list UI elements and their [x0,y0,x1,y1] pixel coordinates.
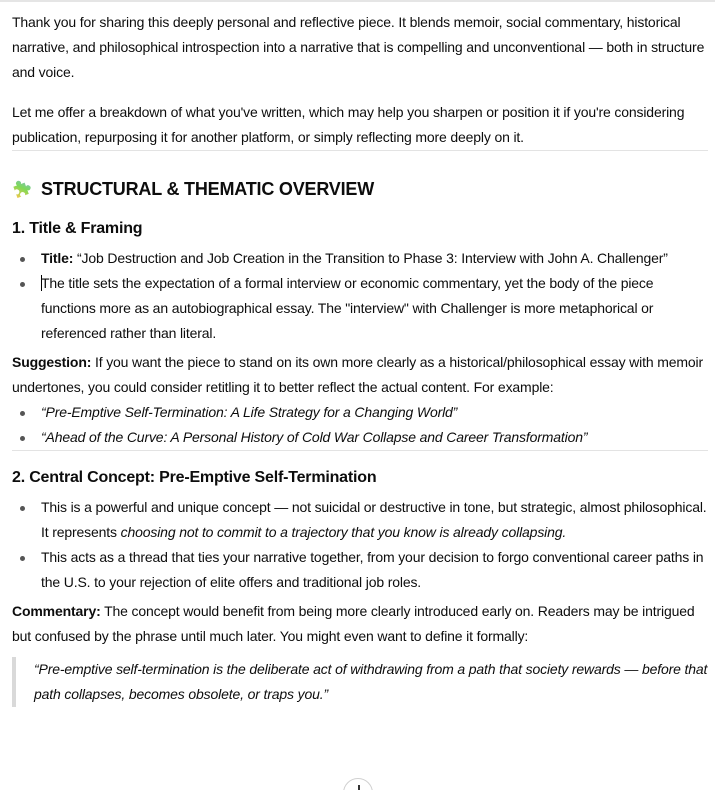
example-title: “Ahead of the Curve: A Personal History of Cold War Collapse and Career Transformation” [41,429,588,445]
commentary-label: Commentary: [12,603,101,619]
top-border [0,0,715,2]
puzzle-piece-icon [12,180,32,198]
list-item [12,545,708,595]
list-item [12,495,708,545]
list-item [12,425,708,450]
section-1-list [12,246,708,346]
arrow-down-icon [358,785,360,790]
commentary-text: The concept would benefit from being more clearly introduced early on. Readers may be intrigued but confused by the phrase until much later. You might even want to define it formally: [12,603,695,644]
divider [12,150,708,151]
concept-emphasis: choosing not to commit to a trajectory that you know is already collapsing. [120,524,567,540]
commentary-paragraph [12,599,708,649]
scroll-to-bottom-button[interactable] [343,778,373,790]
title-value: “Job Destruction and Job Creation in the Transition to Phase 3: Interview with John A. Challenger” [73,250,668,266]
intro-paragraph-1: Thank you for sharing this deeply personal and reflective piece. It blends memoir, social commentary, historical narrative, and philosophical introspection into a narrative that is compelling and unconventional — both in structure and voice. [12,14,705,80]
divider [12,450,708,451]
overview-heading [12,176,708,202]
definition-blockquote: “Pre-emptive self-termination is the deliberate act of withdrawing from a path that society rewards — before that path collapses, becomes obsolete, or traps you.” [12,657,708,707]
list-item [12,400,708,425]
list-item [12,246,708,271]
example-title: “Pre-Emptive Self-Termination: A Life Strategy for a Changing World” [41,404,458,420]
title-examples-list [12,400,708,450]
concept-description: This is a powerful and unique concept — not suicidal or destructive in tone, but strategic, almost philosophical. It represents [41,499,707,540]
assistant-message [12,10,708,707]
section-2-heading: 2. Central Concept: Pre-Emptive Self-Termination [12,469,377,486]
section-1-heading: 1. Title & Framing [12,220,143,237]
intro-paragraph-2: Let me offer a breakdown of what you've written, which may help you sharpen or position it if you're considering publication, repurposing it for another platform, or simply reflecting more deeply on it. [12,104,685,145]
suggestion-text: If you want the piece to stand on its own more clearly as a historical/philosophical essay with memoir undertones, you could consider retitling it to better reflect the actual content. For example: [12,354,703,395]
title-framing-note: The title sets the expectation of a formal interview or economic commentary, yet the body of the piece functions more as an autobiographical essay. The "interview" with Challenger is more metaphorical or referenced rather than literal. [41,275,654,341]
suggestion-paragraph [12,350,708,400]
title-label: Title: [41,250,74,266]
concept-thread: This acts as a thread that ties your narrative together, from your decision to forgo conventional career paths in the U.S. to your rejection of elite offers and traditional job roles. [41,549,704,590]
list-item [12,271,708,346]
section-2-list [12,495,708,595]
overview-heading-text: STRUCTURAL & THEMATIC OVERVIEW [41,178,375,199]
suggestion-label: Suggestion: [12,354,92,370]
